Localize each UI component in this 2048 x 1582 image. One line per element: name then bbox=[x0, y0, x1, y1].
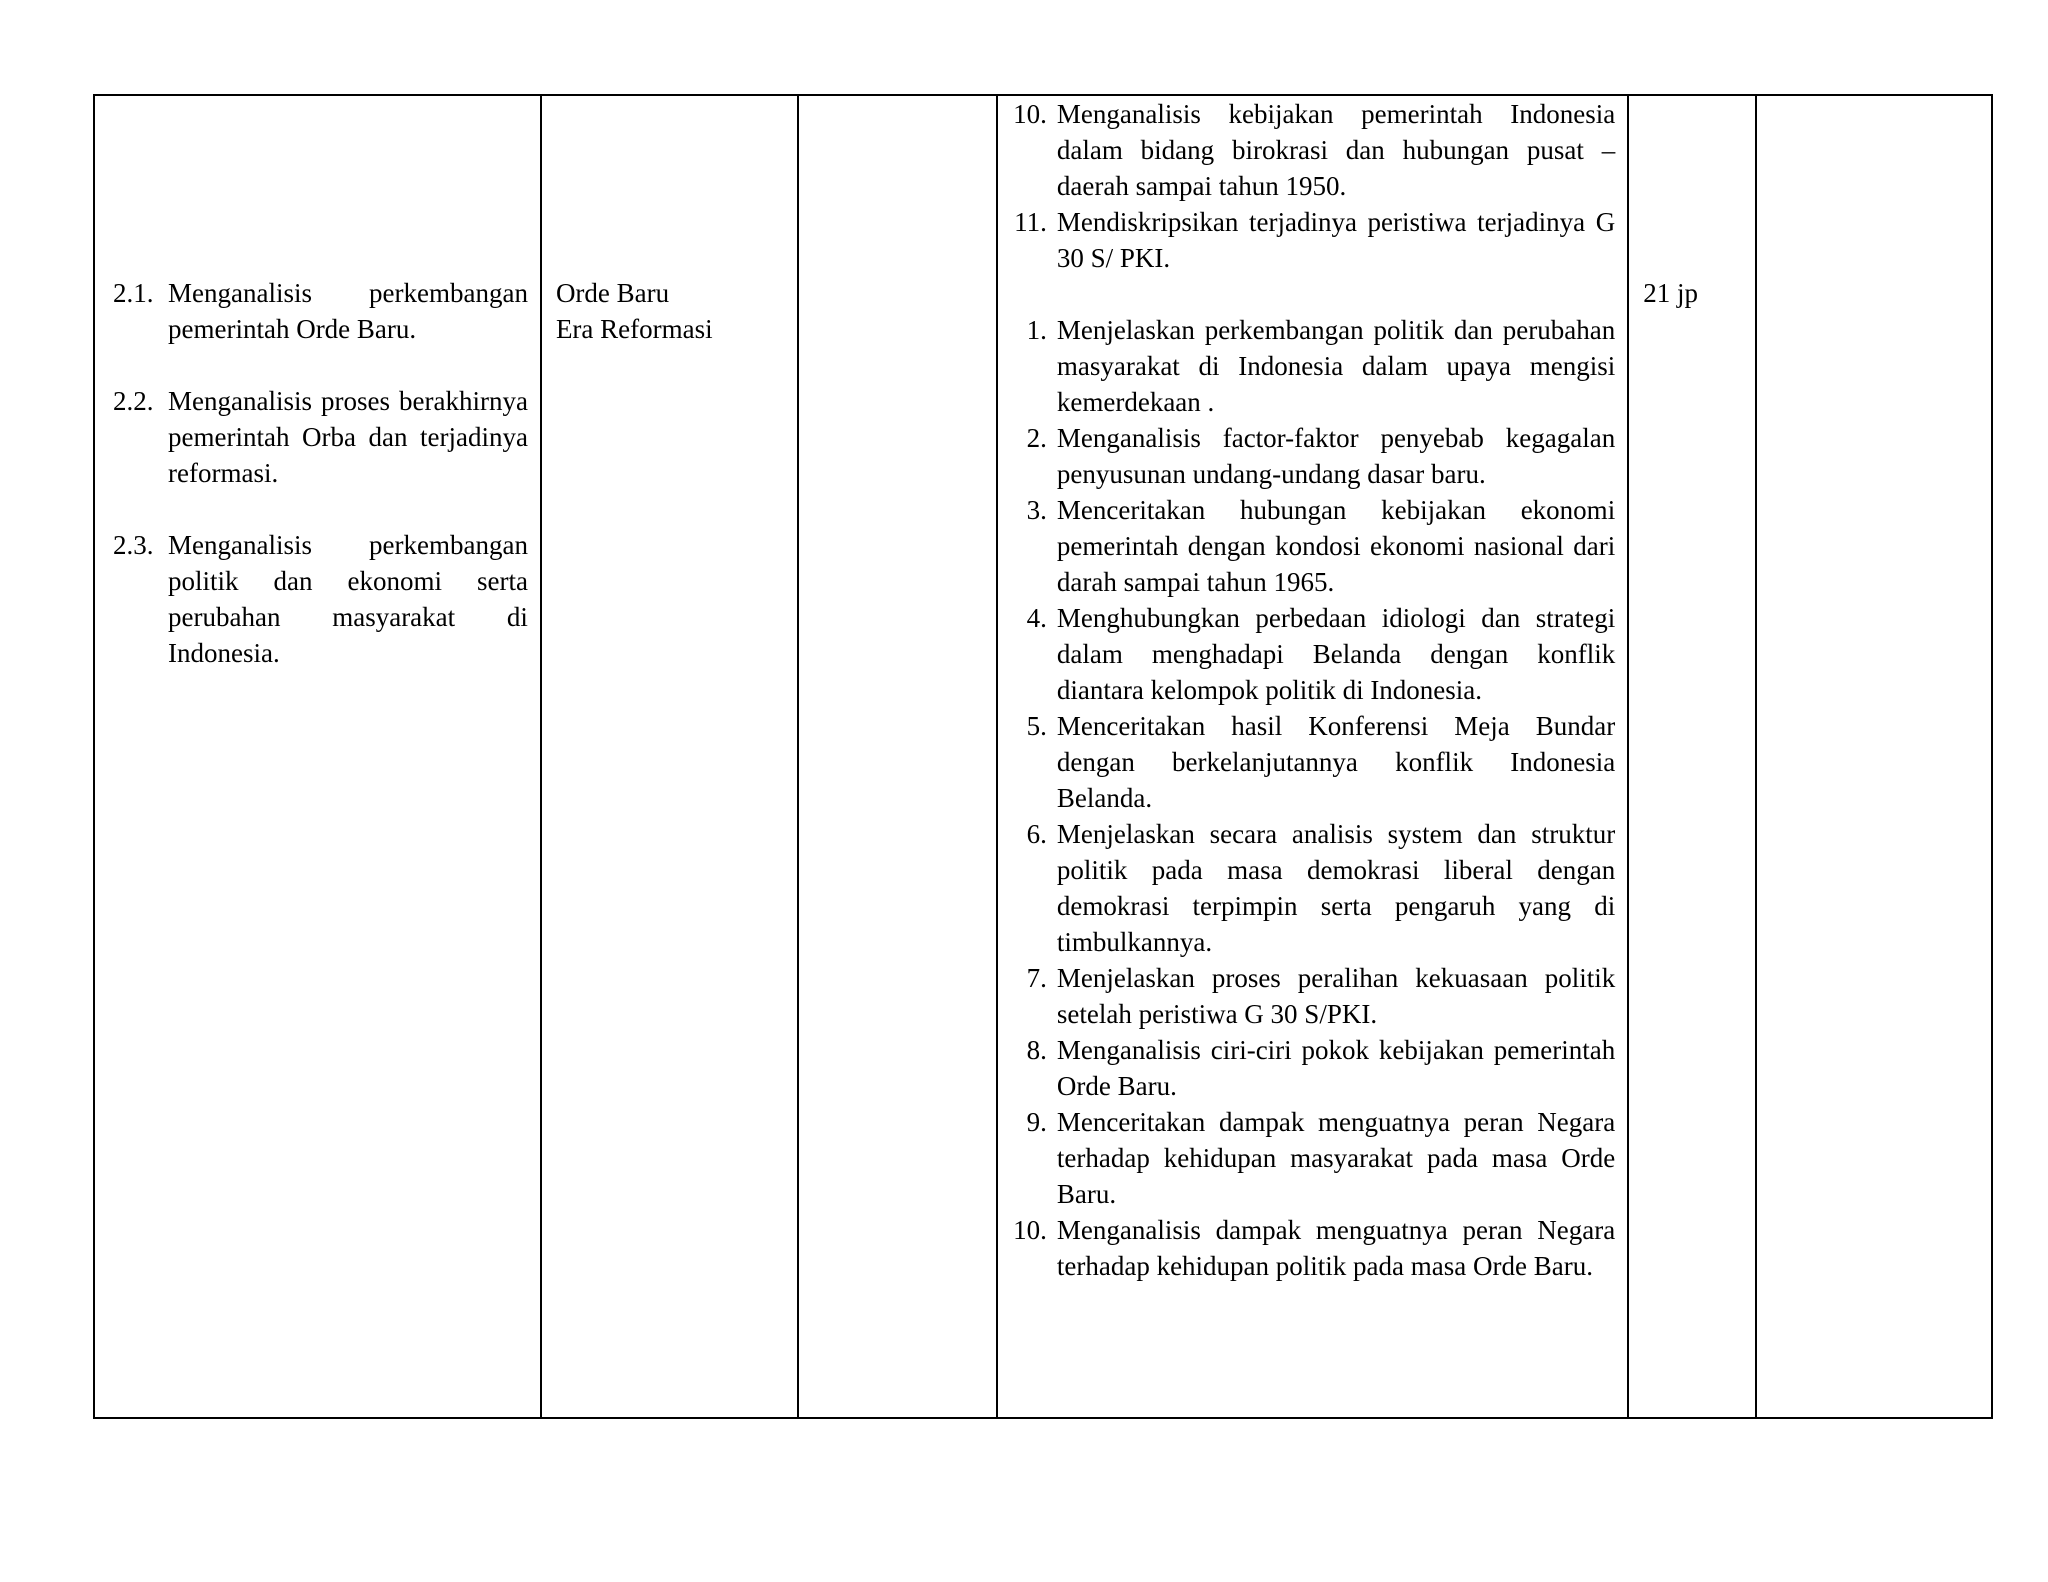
indicator-item bbox=[1008, 492, 1615, 600]
competency-item bbox=[113, 383, 528, 491]
indicator-item bbox=[1008, 960, 1615, 1032]
competency-item bbox=[113, 275, 528, 347]
competency-number: 2.3. bbox=[113, 530, 154, 560]
indicator-cell bbox=[997, 95, 1628, 1418]
indicator-item bbox=[1008, 1212, 1615, 1284]
indicator-number: 1. bbox=[1026, 315, 1047, 345]
indicator-text: Menghubungkan perbedaan idiologi dan strategi dalam menghadapi Belanda dengan konflik diantara kelompok politik di Indonesia. bbox=[1056, 603, 1616, 705]
indicator-item bbox=[1008, 204, 1615, 276]
material-item: Era Reformasi bbox=[555, 314, 713, 344]
indicator-number: 3. bbox=[1026, 495, 1047, 525]
competency-text: Menganalisis perkembangan politik dan ekonomi serta perubahan masyarakat di Indonesia. bbox=[168, 530, 528, 668]
indicator-text: Menganalisis ciri-ciri pokok kebijakan pemerintah Orde Baru. bbox=[1056, 1035, 1616, 1101]
indicator-item bbox=[1008, 1104, 1615, 1212]
activity-cell bbox=[798, 95, 996, 1418]
indicator-item bbox=[1008, 420, 1615, 492]
indicator-item bbox=[1008, 708, 1615, 816]
indicator-text: Menceritakan hubungan kebijakan ekonomi pemerintah dengan kondosi ekonomi nasional dari darah sampai tahun 1965. bbox=[1056, 495, 1616, 597]
indicator-number: 2. bbox=[1026, 423, 1047, 453]
competency-cell bbox=[94, 95, 541, 1418]
indicator-number: 5. bbox=[1026, 711, 1047, 741]
indicator-text: Menjelaskan secara analisis system dan struktur politik pada masa demokrasi liberal dengan demokrasi terpimpin serta pengaruh yang di timbulkannya. bbox=[1056, 819, 1616, 957]
time-allocation-cell bbox=[1628, 95, 1756, 1418]
indicator-number: 10. bbox=[1013, 1215, 1047, 1245]
indicator-number: 9. bbox=[1026, 1107, 1047, 1137]
indicator-number: 6. bbox=[1026, 819, 1047, 849]
material-item: Orde Baru bbox=[555, 278, 670, 308]
indicator-text: Menjelaskan perkembangan politik dan perubahan masyarakat di Indonesia dalam upaya mengisi kemerdekaan . bbox=[1056, 315, 1616, 417]
competency-number: 2.2. bbox=[113, 386, 154, 416]
competency-item bbox=[113, 527, 528, 671]
indicator-text: Menganalisis kebijakan pemerintah Indonesia dalam bidang birokrasi dan hubungan pusat – daerah sampai tahun 1950. bbox=[1056, 99, 1616, 201]
indicator-text: Menganalisis dampak menguatnya peran Negara terhadap kehidupan politik pada masa Orde Baru. bbox=[1056, 1215, 1616, 1281]
indicator-number: 11. bbox=[1014, 207, 1047, 237]
indicator-text: Menceritakan dampak menguatnya peran Negara terhadap kehidupan masyarakat pada masa Orde Baru. bbox=[1056, 1107, 1616, 1209]
indicator-text: Menceritakan hasil Konferensi Meja Bundar dengan berkelanjutannya konflik Indonesia Belanda. bbox=[1056, 711, 1616, 813]
indicator-item bbox=[1008, 312, 1615, 420]
indicator-item bbox=[1008, 96, 1615, 204]
indicator-item bbox=[1008, 1032, 1615, 1104]
indicator-text: Menganalisis factor-faktor penyebab kegagalan penyusunan undang-undang dasar baru. bbox=[1056, 423, 1616, 489]
indicator-text: Mendiskripsikan terjadinya peristiwa terjadinya G 30 S/ PKI. bbox=[1056, 207, 1616, 273]
indicator-number: 4. bbox=[1026, 603, 1047, 633]
indicator-number: 8. bbox=[1026, 1035, 1047, 1065]
indicator-number: 7. bbox=[1026, 963, 1047, 993]
table-row bbox=[94, 95, 1992, 1418]
indicator-number: 10. bbox=[1013, 99, 1047, 129]
resources-cell bbox=[1756, 95, 1992, 1418]
competency-number: 2.1. bbox=[113, 278, 154, 308]
material-cell bbox=[541, 95, 799, 1418]
competency-text: Menganalisis proses berakhirnya pemerintah Orba dan terjadinya reformasi. bbox=[168, 386, 528, 488]
time-allocation: 21 jp bbox=[1643, 278, 1698, 308]
indicator-text: Menjelaskan proses peralihan kekuasaan politik setelah peristiwa G 30 S/PKI. bbox=[1056, 963, 1616, 1029]
indicator-item bbox=[1008, 600, 1615, 708]
competency-text: Menganalisis perkembangan pemerintah Orde Baru. bbox=[168, 278, 528, 344]
syllabus-table bbox=[93, 94, 1993, 1419]
indicator-item bbox=[1008, 816, 1615, 960]
